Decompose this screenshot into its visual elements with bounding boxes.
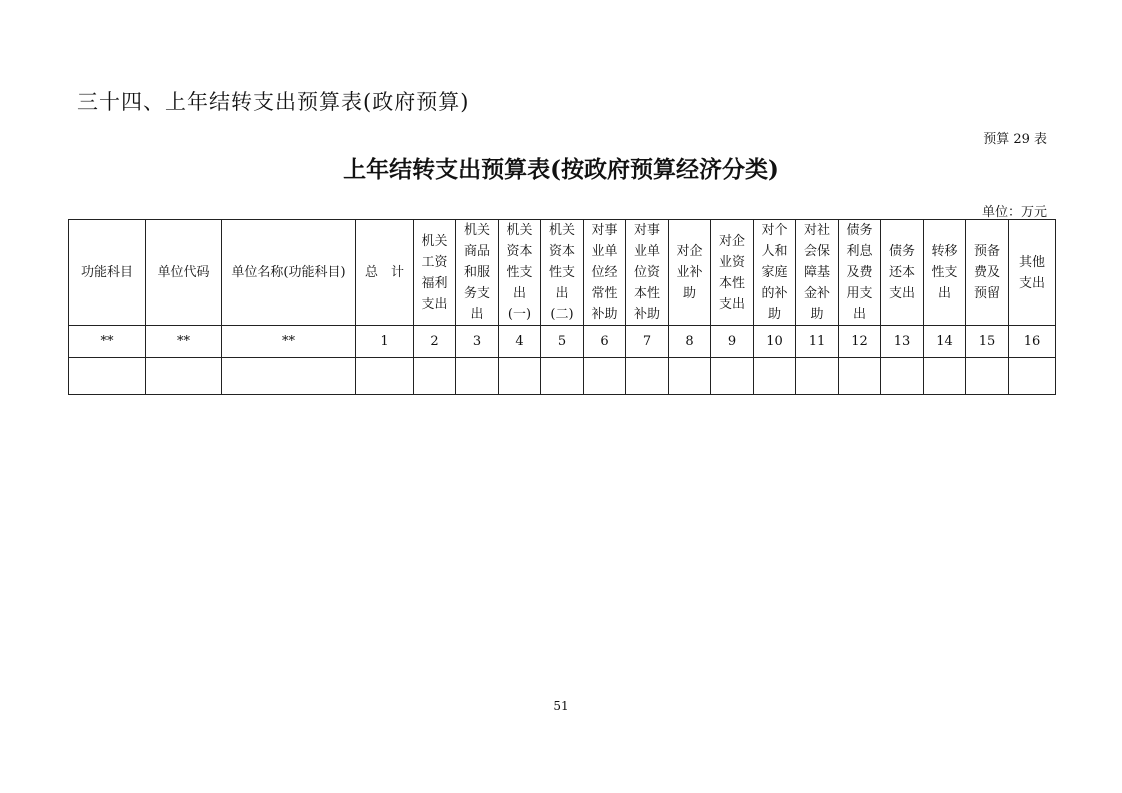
code-cell: ** — [222, 326, 356, 358]
empty-cell — [924, 358, 966, 395]
code-cell: 7 — [626, 326, 669, 358]
code-row — [69, 326, 1056, 358]
empty-cell — [414, 358, 456, 395]
empty-cell — [222, 358, 356, 395]
empty-cell — [839, 358, 881, 395]
header-col-11: 对社会保障基金补助 — [796, 220, 839, 326]
empty-cell — [711, 358, 754, 395]
empty-cell — [796, 358, 839, 395]
code-cell: 6 — [584, 326, 626, 358]
header-col-12: 债务利息及费用支出 — [839, 220, 881, 326]
header-col-10: 对个人和家庭的补助 — [754, 220, 796, 326]
header-row — [69, 220, 1056, 326]
code-cell: 11 — [796, 326, 839, 358]
empty-cell — [966, 358, 1009, 395]
code-cell: 8 — [669, 326, 711, 358]
code-cell: 2 — [414, 326, 456, 358]
table-title: 上年结转支出预算表(按政府预算经济分类) — [343, 156, 779, 183]
header-function-subject: 功能科目 — [69, 220, 146, 326]
code-cell: 4 — [499, 326, 541, 358]
code-cell: 15 — [966, 326, 1009, 358]
empty-cell — [69, 358, 146, 395]
code-cell: 1 — [356, 326, 414, 358]
empty-cell — [146, 358, 222, 395]
section-heading: 三十四、上年结转支出预算表(政府预算) — [77, 90, 470, 114]
empty-cell — [356, 358, 414, 395]
code-cell: 12 — [839, 326, 881, 358]
code-cell: 5 — [541, 326, 584, 358]
empty-cell — [626, 358, 669, 395]
empty-cell — [669, 358, 711, 395]
code-cell: 14 — [924, 326, 966, 358]
budget-table — [68, 219, 1056, 395]
table-number: 预算 29 表 — [983, 132, 1047, 147]
empty-cell — [499, 358, 541, 395]
header-unit-name: 单位名称(功能科目) — [222, 220, 356, 326]
code-cell: 10 — [754, 326, 796, 358]
unit-label: 单位：万元 — [981, 205, 1047, 220]
page-number: 51 — [553, 699, 569, 713]
header-col-8: 对企业补助 — [669, 220, 711, 326]
code-cell: 3 — [456, 326, 499, 358]
header-col-7: 对事业单位资本性补助 — [626, 220, 669, 326]
header-col-3: 机关商品和服务支出 — [456, 220, 499, 326]
header-col-14: 转移性支出 — [924, 220, 966, 326]
header-col-13: 债务还本支出 — [881, 220, 924, 326]
header-col-6: 对事业单位经常性补助 — [584, 220, 626, 326]
header-col-4: 机关资本性支出(一) — [499, 220, 541, 326]
empty-cell — [881, 358, 924, 395]
header-col-16: 其他支出 — [1009, 220, 1056, 326]
header-col-15: 预备费及预留 — [966, 220, 1009, 326]
code-cell: 16 — [1009, 326, 1056, 358]
code-cell: 13 — [881, 326, 924, 358]
code-cell: 9 — [711, 326, 754, 358]
empty-cell — [541, 358, 584, 395]
header-col-5: 机关资本性支出(二) — [541, 220, 584, 326]
header-col-2: 机关工资福利支出 — [414, 220, 456, 326]
header-col-9: 对企业资本性支出 — [711, 220, 754, 326]
empty-cell — [584, 358, 626, 395]
header-total: 总 计 — [356, 220, 414, 326]
empty-cell — [1009, 358, 1056, 395]
code-cell: ** — [146, 326, 222, 358]
header-unit-code: 单位代码 — [146, 220, 222, 326]
empty-data-row — [69, 358, 1056, 395]
empty-cell — [456, 358, 499, 395]
code-cell: ** — [69, 326, 146, 358]
empty-cell — [754, 358, 796, 395]
